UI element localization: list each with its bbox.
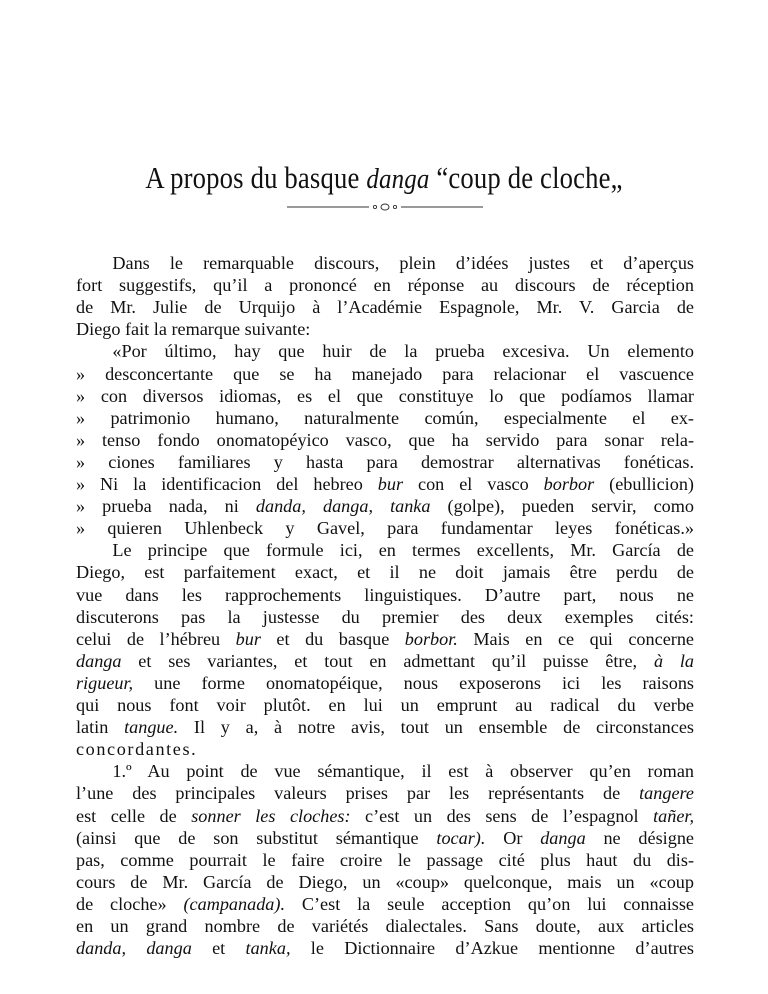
text-line xyxy=(76,805,694,827)
text-line xyxy=(76,915,694,937)
italic-text: tanka, xyxy=(245,938,291,959)
title-suffix: “coup de cloche„ xyxy=(429,160,623,195)
text-span: Le principe que formule ici, en termes excellents, Mr. García de xyxy=(76,540,694,561)
text-span: en un grand nombre de variétés dialectales. Sans doute, aux articles xyxy=(76,916,694,936)
text-span: (golpe), pueden servir, como xyxy=(430,496,694,517)
text-line xyxy=(76,363,694,385)
italic-text: tañer, xyxy=(653,805,695,826)
text-span: » desconcertante que se ha manejado para relacionar el vascuence xyxy=(76,363,694,384)
text-span: le Dictionnaire d’Azkue mentionne d’autres xyxy=(290,938,694,959)
text-line xyxy=(76,451,694,473)
text-line xyxy=(76,517,694,539)
text-span: ne désigne xyxy=(585,827,694,848)
text-span: Diego fait la remarque suivante: xyxy=(76,319,311,340)
text-span: » Ni la identificacion del hebreo xyxy=(76,474,378,494)
text-span: con el vasco xyxy=(403,474,544,494)
text-line xyxy=(76,650,694,672)
text-span: latin xyxy=(76,717,125,738)
italic-text: tocar). xyxy=(436,827,486,848)
text-span: de cloche» xyxy=(76,893,184,914)
italic-text: (campanada). xyxy=(183,893,285,914)
text-line xyxy=(76,672,694,694)
text-span: «Por último, hay que huir de la prueba excesiva. Un elemento xyxy=(76,341,694,362)
title-ornament xyxy=(287,202,483,212)
text-line xyxy=(76,871,694,893)
text-span: » prueba nada, ni xyxy=(76,496,256,517)
italic-text: borbor xyxy=(543,474,595,494)
italic-text: danda, danga, tanka xyxy=(255,496,431,517)
text-line xyxy=(76,274,694,296)
text-line xyxy=(76,495,694,517)
text-line xyxy=(76,473,694,495)
text-line xyxy=(76,893,694,915)
italic-text: danga xyxy=(76,650,122,671)
text-span: Diego, est parfaitement exact, et il ne doit jamais être perdu de xyxy=(76,562,694,583)
text-span: » con diversos idiomas, es el que constituye lo que podíamos llamar xyxy=(76,385,694,406)
italic-text: bur xyxy=(235,628,261,649)
italic-text: tangere xyxy=(639,783,694,804)
text-span: » ciones familiares y hasta para demostrar alternativas fonéticas. xyxy=(76,451,694,472)
text-span: de Mr. Julie de Urquijo à l’Académie Espagnole, Mr. V. Garcia de xyxy=(76,297,694,318)
text-span: vue dans les rapprochements linguistiques. D’autre part, nous ne xyxy=(76,584,694,605)
text-span: » quieren Uhlenbeck y Gavel, para fundamentar leyes fonéticas.» xyxy=(76,518,694,539)
text-span: concordantes. xyxy=(76,739,198,760)
text-span: l’une des principales valeurs prises par les représentants de xyxy=(76,783,640,804)
text-line xyxy=(76,606,694,628)
title-word: danga xyxy=(366,163,430,195)
text-span: Dans le remarquable discours, plein d’idées justes et d’aperçus xyxy=(76,253,694,273)
text-span: fort suggestifs, qu’il a prononcé en réponse au discours de réception xyxy=(76,275,694,296)
text-span: cours de Mr. García de Diego, un «coup» quelconque, mais un «coup xyxy=(76,871,694,892)
text-line xyxy=(76,296,694,318)
text-span: c’est un des sens de l’espagnol xyxy=(350,805,654,826)
text-span: Il y a, à notre avis, tout un ensemble de circonstances xyxy=(178,717,694,738)
text-span: qui nous font voir plutôt. en lui un emprunt au radical du verbe xyxy=(76,695,694,715)
text-span: et du basque xyxy=(260,628,405,649)
text-span: une forme onomatopéique, nous exposerons ici les raisons xyxy=(133,672,694,693)
text-span: et xyxy=(191,938,246,959)
text-line xyxy=(76,760,694,782)
text-span: pas, comme pourrait le faire croire le passage cité plus haut du dis- xyxy=(76,849,694,870)
text-line xyxy=(76,782,694,804)
text-line xyxy=(76,716,694,738)
italic-text: borbor. xyxy=(404,628,458,649)
text-span: Mais en ce qui concerne xyxy=(457,628,694,649)
text-span: (ebullicion) xyxy=(594,474,694,494)
italic-text: bur xyxy=(377,474,404,494)
italic-text: à la xyxy=(653,650,694,671)
text-line xyxy=(76,252,694,274)
text-span: 1.º Au point de vue sémantique, il est à observer qu’en roman xyxy=(76,761,694,782)
text-line xyxy=(76,849,694,871)
text-line xyxy=(76,584,694,606)
text-line xyxy=(76,937,694,959)
text-span: discuterons pas la justesse du premier des deux exemples cités: xyxy=(76,606,694,627)
text-line xyxy=(76,318,694,340)
text-span: » patrimonio humano, naturalmente común, especialmente el ex- xyxy=(76,407,694,428)
text-line xyxy=(76,429,694,451)
text-line xyxy=(76,385,694,407)
text-span: (ainsi que de son substitut sémantique xyxy=(76,827,437,848)
text-span: celui de l’hébreu xyxy=(76,628,236,649)
text-line xyxy=(76,340,694,362)
text-line xyxy=(76,827,694,849)
italic-text: sonner les cloches: xyxy=(191,805,351,826)
title-prefix: A propos du basque xyxy=(145,160,367,195)
text-line xyxy=(76,694,694,716)
text-line xyxy=(76,628,694,650)
italic-text: danda, danga xyxy=(76,938,192,959)
text-line xyxy=(76,539,694,561)
text-line xyxy=(76,738,694,760)
page-title xyxy=(54,160,714,196)
italic-text: tangue. xyxy=(124,717,179,738)
text-line xyxy=(76,407,694,429)
text-line xyxy=(76,561,694,583)
text-span: et ses variantes, et tout en admettant qu’il puisse être, xyxy=(121,650,654,671)
text-span: Or xyxy=(485,827,541,848)
italic-text: danga xyxy=(540,827,586,848)
italic-text: rigueur, xyxy=(76,672,134,693)
text-span: » tenso fondo onomatopéyico vasco, que ha servido para sonar rela- xyxy=(76,429,694,450)
text-span: C’est la seule acception qu’on lui connaisse xyxy=(285,893,695,914)
text-span: est celle de xyxy=(76,805,192,826)
